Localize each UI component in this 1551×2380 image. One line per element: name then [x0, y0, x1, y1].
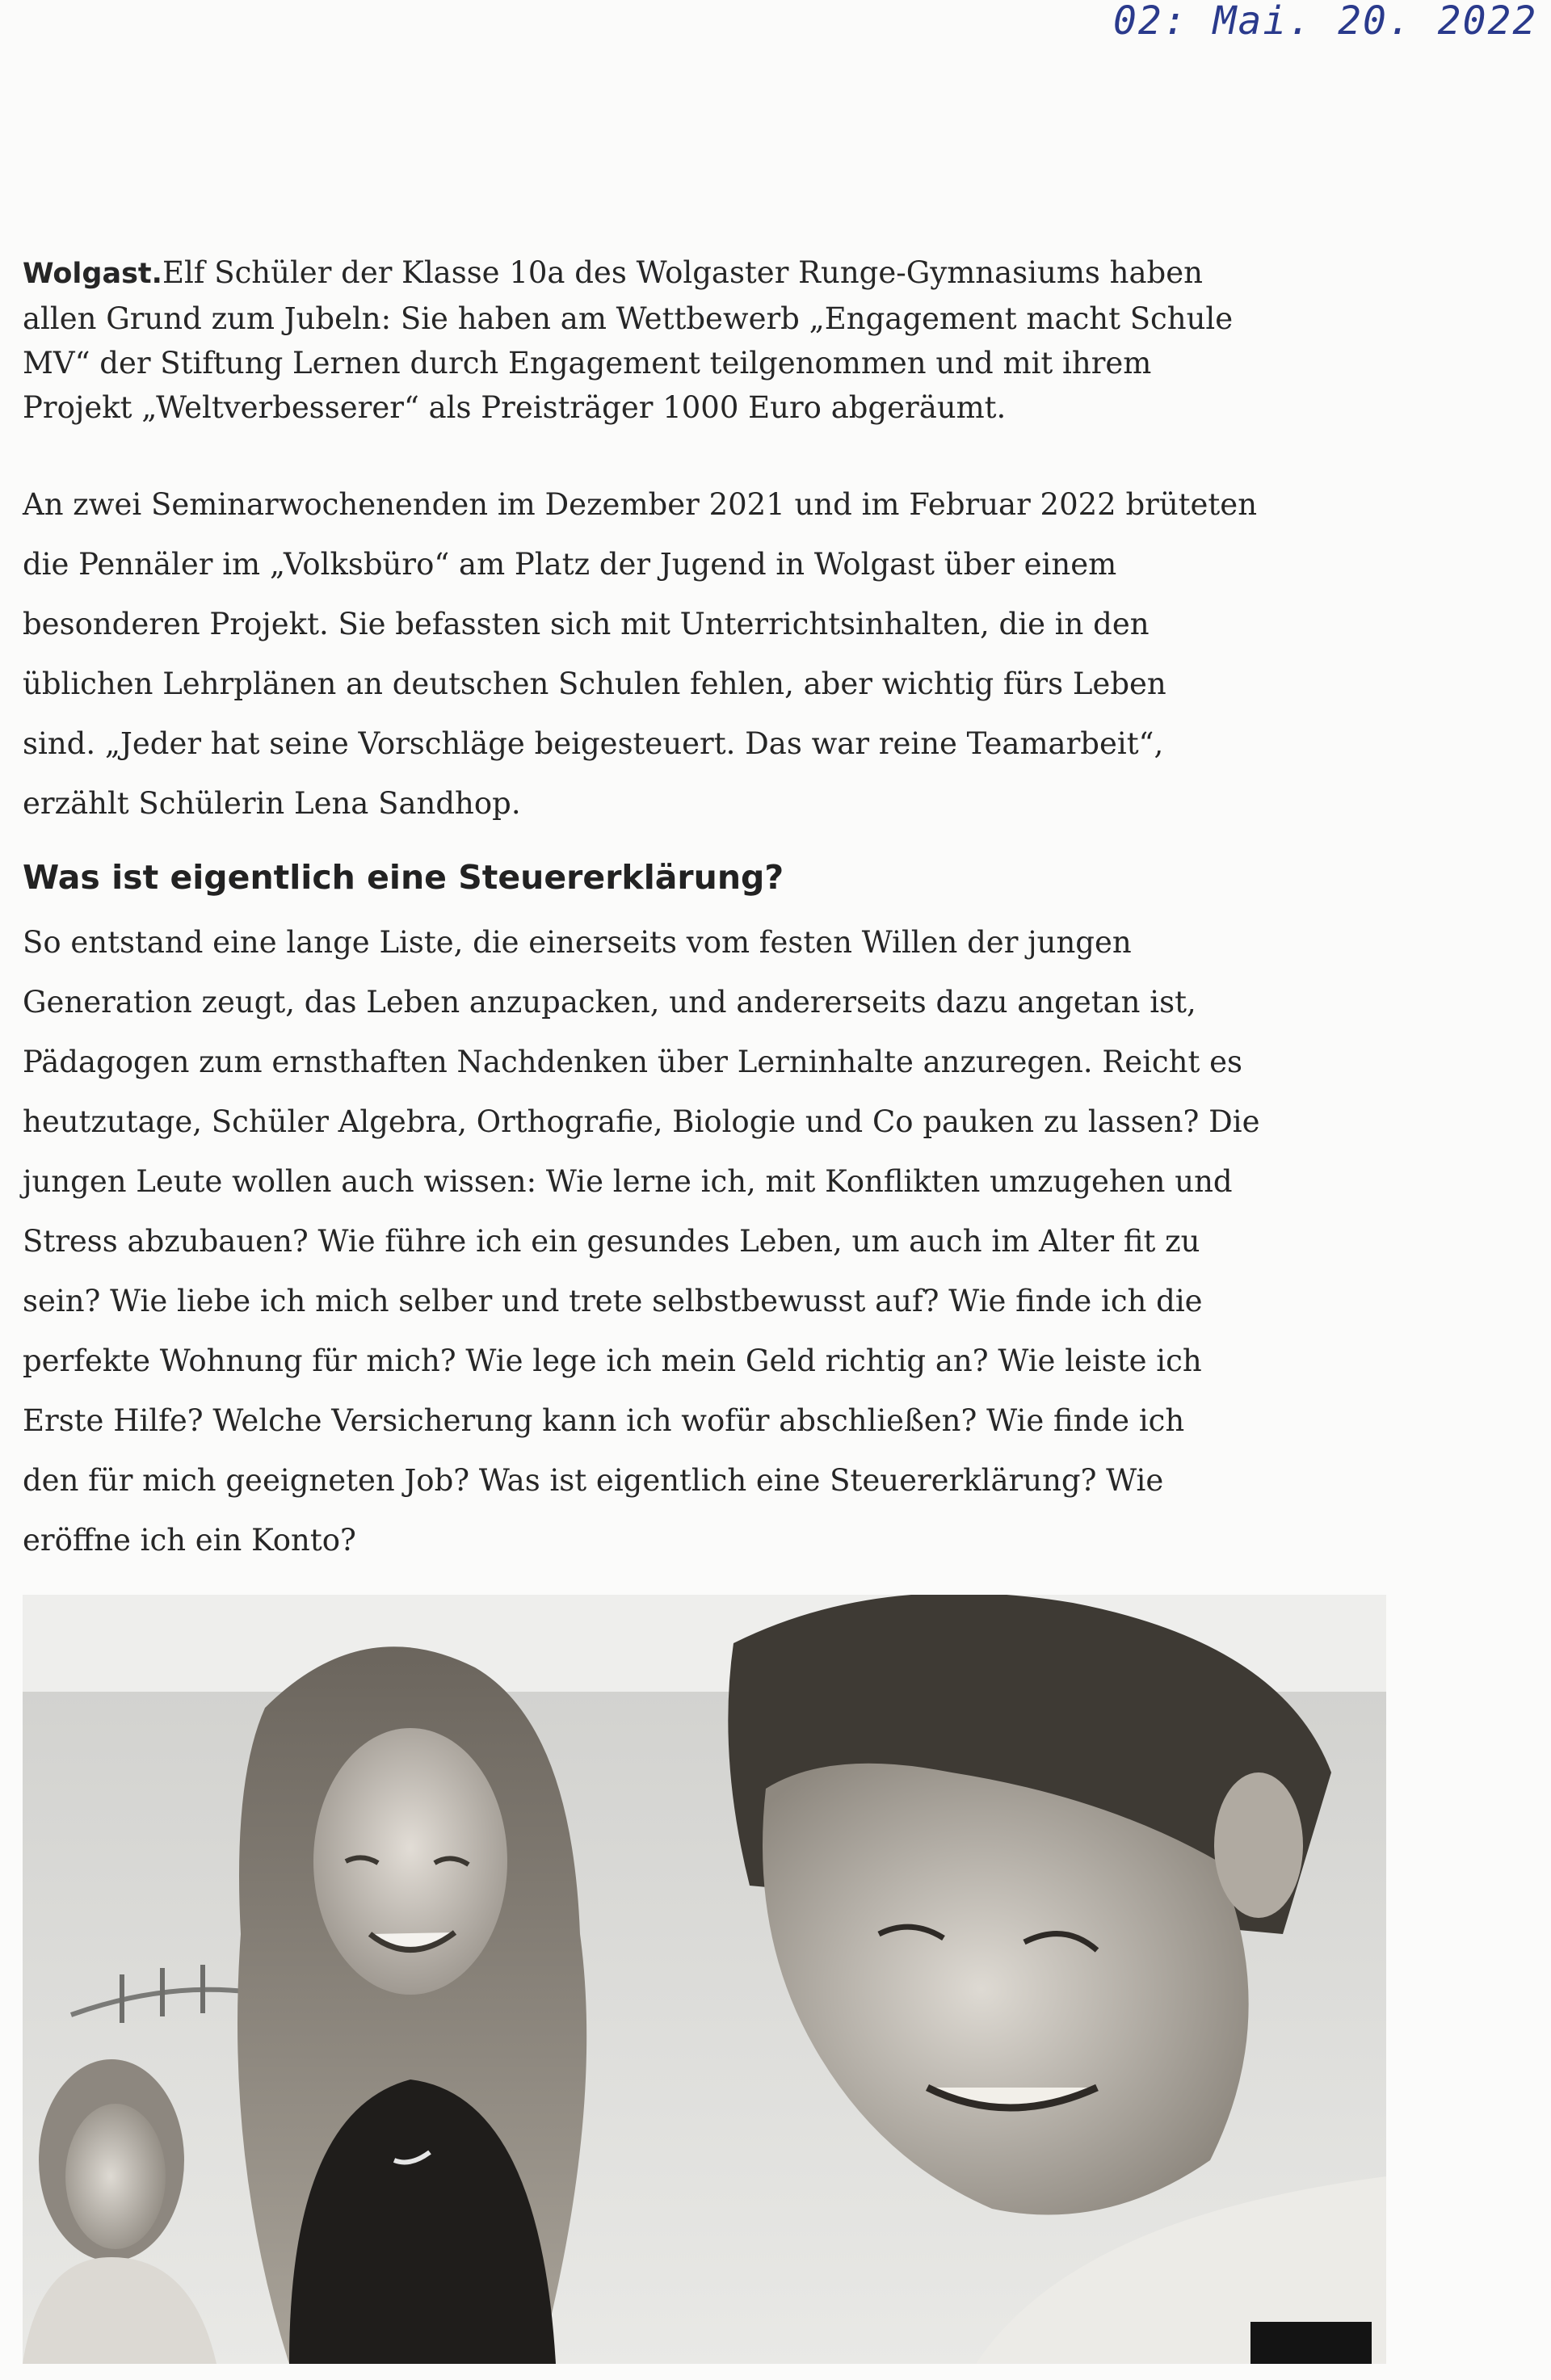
body-paragraph-1 — [23, 475, 1428, 834]
article-photo — [23, 1595, 1386, 2364]
lead-line-1-text: Elf Schüler der Klasse 10a des Wolgaster Runge-Gymnasiums haben — [162, 255, 1203, 290]
dateline: Wolgast. — [23, 258, 162, 290]
body2-line-3: Pädagogen zum ernsthaften Nachdenken über Lerninhalte anzuregen. Reicht es — [23, 1045, 1242, 1079]
photo-illustration — [23, 1595, 1386, 2364]
lead-line-1 — [23, 250, 1428, 296]
body2-line-10: den für mich geeigneten Job? Was ist eigentlich eine Steuererklärung? Wie — [23, 1463, 1164, 1498]
body1-line-5: sind. „Jeder hat seine Vorschläge beigesteuert. Das war reine Teamarbeit“, — [23, 726, 1164, 761]
lead-line-2: allen Grund zum Jubeln: Sie haben am Wettbewerb „Engagement macht Schule — [23, 301, 1234, 336]
body2-line-8: perfekte Wohnung für mich? Wie lege ich mein Geld richtig an? Wie leiste ich — [23, 1343, 1202, 1378]
lead-line-4: Projekt „Weltverbesserer“ als Preisträger 1000 Euro abgeräumt. — [23, 390, 1007, 425]
handwritten-date: 02: Mai. 20. 2022 — [1113, 0, 1538, 44]
body2-line-4: heutzutage, Schüler Algebra, Orthografie, Biologie und Co pauken zu lassen? Die — [23, 1104, 1260, 1139]
subheading: Was ist eigentlich eine Steuererklärung? — [23, 858, 784, 897]
body1-line-4: üblichen Lehrplänen an deutschen Schulen fehlen, aber wichtig fürs Leben — [23, 666, 1166, 701]
body2-line-9: Erste Hilfe? Welche Versicherung kann ich wofür abschließen? Wie finde ich — [23, 1403, 1185, 1438]
body2-line-11: eröffne ich ein Konto? — [23, 1523, 356, 1558]
smiling-girl — [237, 1646, 586, 2364]
lead-line-3: MV“ der Stiftung Lernen durch Engagement teilgenommen und mit ihrem — [23, 346, 1152, 381]
body2-line-1: So entstand eine lange Liste, die einerseits vom festen Willen der jungen — [23, 925, 1132, 960]
body1-line-3: besonderen Projekt. Sie befassten sich mit Unterrichtsinhalten, die in den — [23, 607, 1150, 641]
body1-line-6: erzählt Schülerin Lena Sandhop. — [23, 786, 521, 821]
body2-line-6: Stress abzubauen? Wie führe ich ein gesundes Leben, um auch im Alter fit zu — [23, 1224, 1200, 1259]
body2-line-7: sein? Wie liebe ich mich selber und trete selbstbewusst auf? Wie finde ich die — [23, 1284, 1203, 1318]
body-paragraph-2 — [23, 913, 1428, 1571]
lead-paragraph — [23, 250, 1428, 430]
body1-line-1: An zwei Seminarwochenenden im Dezember 2021 und im Februar 2022 brüteten — [23, 487, 1258, 522]
body2-line-2: Generation zeugt, das Leben anzupacken, und andererseits dazu angetan ist, — [23, 985, 1196, 1020]
body2-line-5: jungen Leute wollen auch wissen: Wie lerne ich, mit Konflikten umzugehen und — [23, 1164, 1233, 1199]
body1-line-2: die Pennäler im „Volksbüro“ am Platz der Jugend in Wolgast über einem — [23, 547, 1117, 582]
